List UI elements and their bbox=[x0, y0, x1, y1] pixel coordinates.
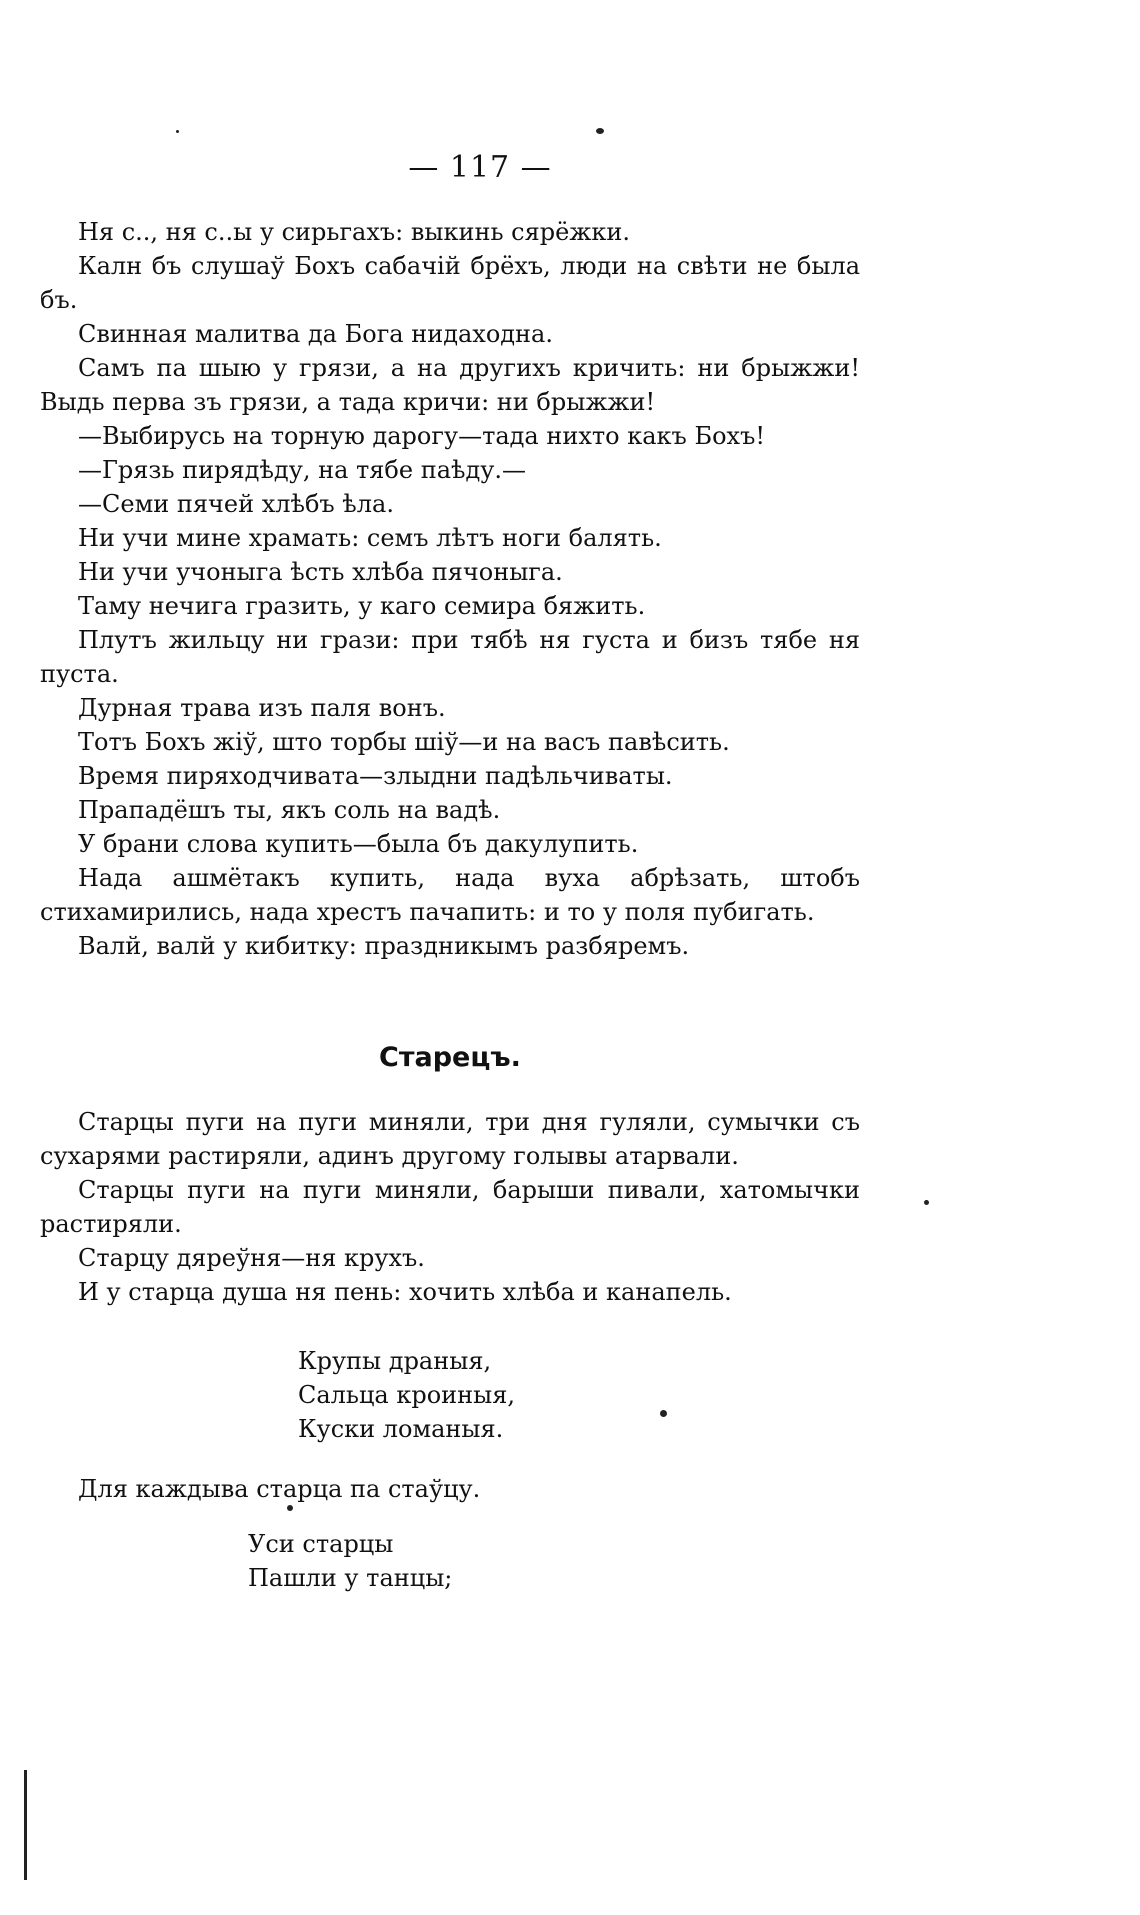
verse-block-2 bbox=[248, 1527, 452, 1595]
verse-line: Пашли у танцы; bbox=[248, 1564, 453, 1592]
proverb: Плутъ жильцу ни грази: при тябѣ ня густа и бизъ тябе ня пуста. bbox=[40, 626, 860, 688]
verse-block-1 bbox=[298, 1344, 515, 1446]
scan-speck bbox=[287, 1505, 293, 1511]
proverb: Ня с.., ня с..ы у сирьгахъ: выкинь сярёжки. bbox=[78, 218, 631, 246]
proverb: Свинная малитва да Бога нидаходна. bbox=[78, 320, 553, 348]
proverb: У брани слова купить—была бъ дакулупить. bbox=[78, 830, 639, 858]
verse-line: Крупы драныя, bbox=[298, 1347, 492, 1375]
scan-margin-line bbox=[24, 1770, 27, 1880]
proverb: Время пиряходчивата—злыдни падѣльчиваты. bbox=[78, 762, 673, 790]
proverb: Калн бъ слушаў Бохъ сабачій брёхъ, люди на свѣти не была бъ. bbox=[40, 252, 860, 314]
section-paragraph: Старцы пуги на пуги миняли, три дня гуляли, сумычки съ сухарями растиряли, адинъ другому голывы атарвали. bbox=[40, 1108, 860, 1170]
proverbs-block bbox=[40, 215, 860, 963]
proverb: Нада ашмётакъ купить, нада вуха абрѣзать, штобъ стихамирились, нада хрестъ пачапить: и то у поля пубигать. bbox=[40, 864, 860, 926]
proverb: —Выбирусь на торную дарогу—тада нихто какъ Бохъ! bbox=[78, 422, 765, 450]
section-paragraph: И у старца душа ня пень: хочить хлѣба и канапель. bbox=[78, 1278, 732, 1306]
scan-speck bbox=[660, 1410, 667, 1417]
verse-line: Куски ломаныя. bbox=[298, 1415, 504, 1443]
scan-speck bbox=[924, 1200, 929, 1205]
page-number: — 117 — bbox=[408, 150, 552, 185]
proverb: Прападёшъ ты, якъ соль на вадѣ. bbox=[78, 796, 501, 824]
proverb: Тотъ Бохъ жіў, што торбы шіў—и на васъ павѣсить. bbox=[78, 728, 730, 756]
closing-paragraph: Для каждыва старца па стаўцу. bbox=[78, 1475, 481, 1503]
proverb: —Семи пячей хлѣбъ ѣла. bbox=[78, 490, 394, 518]
proverb: Самъ па шыю у грязи, а на другихъ кричить: ни брыжжи! Выдь перва зъ грязи, а тада кричи: ни брыжжи! bbox=[40, 354, 860, 416]
proverb: Таму нечига гразить, у каго семира бяжить. bbox=[78, 592, 646, 620]
scan-speck bbox=[596, 128, 604, 134]
proverb: Валй, валй у кибитку: праздникымъ разбяремъ. bbox=[78, 932, 690, 960]
verse-line: Уси старцы bbox=[248, 1530, 394, 1558]
verse-line: Сальца кроиныя, bbox=[298, 1381, 516, 1409]
proverb: Ни учи мине храмать: семъ лѣтъ ноги балять. bbox=[78, 524, 662, 552]
closing-paragraph-block bbox=[40, 1472, 860, 1506]
proverb: Дурная трава изъ паля вонъ. bbox=[78, 694, 446, 722]
proverb: Ни учи учоныга ѣсть хлѣба пячоныга. bbox=[78, 558, 563, 586]
section-paragraphs bbox=[40, 1105, 860, 1309]
section-title: Старецъ. bbox=[379, 1042, 521, 1073]
section-paragraph: Старцу дяреўня—ня крухъ. bbox=[78, 1244, 425, 1272]
scan-speck bbox=[176, 130, 179, 133]
section-paragraph: Старцы пуги на пуги миняли, барыши пивали, хатомычки растиряли. bbox=[40, 1176, 860, 1238]
proverb: —Грязь пирядѣду, на тябе паѣду.— bbox=[78, 456, 527, 484]
